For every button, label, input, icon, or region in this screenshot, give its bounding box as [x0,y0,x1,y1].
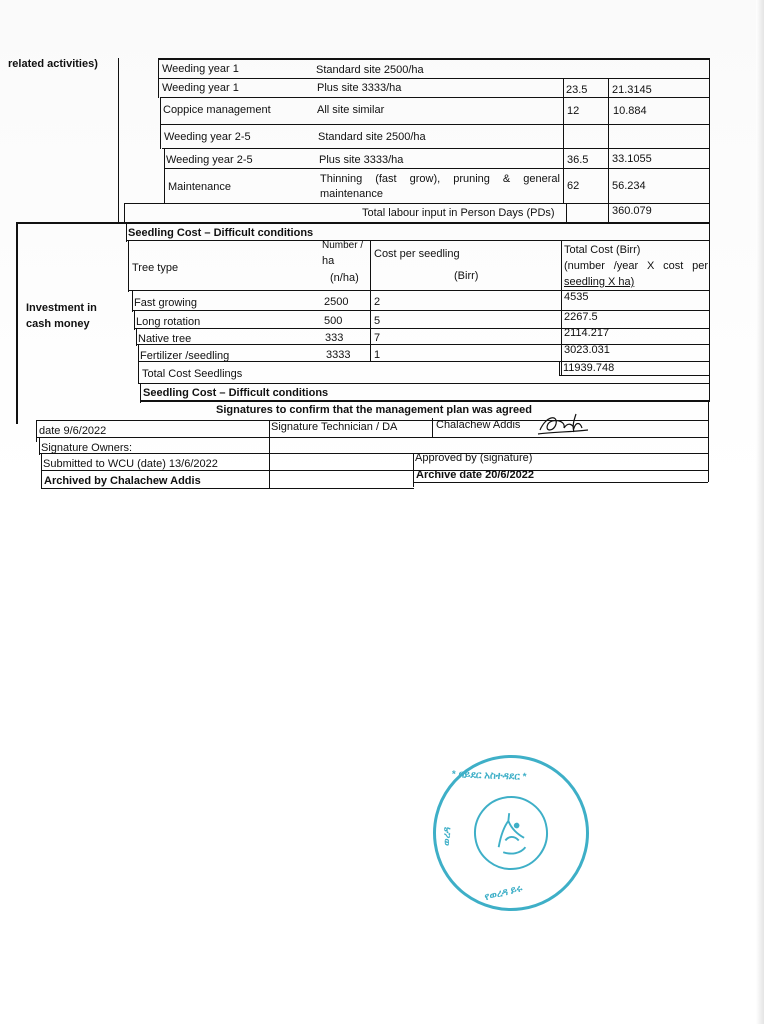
signature-owners-label: Signature Owners: [41,442,133,454]
divider [16,224,18,424]
signatures-title: Signatures to confirm that the management plan was agreed [216,404,533,416]
seedling-number: 500 [324,315,343,327]
divider [39,453,708,454]
labour-value: 33.1055 [612,153,652,165]
header-number: ha [322,255,335,267]
section-label-related-activities: related activities) [8,58,98,70]
divider [566,203,567,223]
divider [132,310,710,311]
divider [158,78,710,79]
labour-activity: Coppice management [163,104,271,116]
divider [41,453,42,489]
divider [708,402,709,482]
header-total: (number /year X cost per [564,260,708,272]
header-total: Total Cost (Birr) [564,244,641,256]
divider [134,310,135,330]
labour-activity: Weeding year 1 [162,82,239,94]
labour-total-label: Total labour input in Person Days (PDs) [362,207,555,219]
divider [608,78,609,223]
stamp-text-top: * በይደር አስተዳደር * [451,769,527,783]
seedling-total: 2114.217 [564,327,610,339]
signature-technician-name: Chalachew Addis [436,419,521,431]
seedling-number: 2500 [324,296,349,308]
signature-technician-label: Signature Technician / DA [271,421,398,433]
header-number: (n/ha) [330,272,359,284]
divider [124,203,710,204]
labour-site: Plus site 3333/ha [317,82,402,94]
divider [164,148,165,204]
labour-activity: Weeding year 1 [162,63,239,75]
seedling-cost: 2 [374,296,381,308]
header-tree-type: Tree type [132,262,179,274]
header-cost: Cost per seedling [374,248,460,260]
labour-activity: Weeding year 2-5 [166,154,253,166]
official-stamp-icon [423,745,599,921]
divider [140,400,710,402]
labour-pd: 23.5 [566,84,588,96]
divider [138,344,139,384]
divider [126,240,710,241]
divider [559,361,560,376]
seedling-number: 333 [325,332,344,344]
divider [563,78,564,204]
seedling-section-title: Seedling Cost – Difficult conditions [128,227,314,239]
divider [158,58,710,60]
header-number: Number / [322,240,364,251]
header-cost: (Birr) [454,270,479,282]
divider [16,222,710,224]
divider [134,328,710,329]
submitted-date: Submitted to WCU (date) 13/6/2022 [43,458,218,470]
divider [162,148,710,149]
divider [559,375,710,376]
labour-site: Plus site 3333/ha [319,154,404,166]
stamp-emblem-icon [469,791,553,875]
labour-site: All site similar [317,104,385,116]
labour-pd: 62 [567,180,580,192]
archived-by: Archived by Chalachew Addis [44,475,201,487]
labour-activity: Maintenance [168,181,231,193]
divider [432,418,433,438]
labour-value: 56.234 [612,180,646,192]
divider [41,470,708,471]
divider [128,290,710,291]
divider [118,58,119,224]
divider [709,58,710,224]
investment-label: Investment in [26,302,97,314]
divider [36,437,708,438]
seedling-section-footer: Seedling Cost – Difficult conditions [143,387,329,399]
divider [160,124,710,125]
stamp-text-bottom: የወረዳ ይሩ [483,883,524,904]
labour-pd: 36.5 [567,154,589,166]
labour-site: Standard site 2500/ha [318,131,426,143]
labour-activity: Weeding year 2-5 [164,131,251,143]
labour-site: maintenance [320,188,383,200]
seedling-cost: 1 [374,349,381,361]
page-edge-shadow [756,0,764,1024]
labour-value: 10.884 [613,105,647,117]
seedling-total: 3023.031 [564,344,610,356]
seedling-number: 3333 [326,349,351,361]
divider [413,482,708,483]
stamp-text-left: ወረዳ [441,826,454,847]
seedling-type: Native tree [138,333,192,345]
divider [36,420,37,442]
divider [269,420,270,488]
seedling-cost: 5 [374,315,381,327]
divider [124,203,125,223]
handwritten-signature-icon [536,410,590,438]
seedling-total: 2267.5 [564,311,598,323]
divider [126,222,127,242]
divider [132,290,133,312]
seedling-total-label: Total Cost Seedlings [142,368,243,380]
seedling-type: Fertilizer /seedling [140,350,230,362]
labour-pd: 12 [567,105,580,117]
signature-date: date 9/6/2022 [39,425,107,437]
seedling-type: Fast growing [134,297,197,309]
divider [158,58,159,98]
labour-site: Thinning (fast grow), pruning & general [320,173,560,185]
divider [128,240,129,292]
divider [138,383,710,384]
labour-value: 21.3145 [612,84,652,96]
seedling-total: 4535 [564,291,589,303]
divider [561,240,562,376]
seedling-cost: 7 [374,332,381,344]
approved-by: Approved by (signature) [415,452,533,464]
divider [164,168,710,169]
divider [41,488,414,489]
divider [136,344,710,345]
investment-label: cash money [26,318,90,330]
header-total: seedling X ha) [564,276,635,288]
seedling-total-value: 11939.748 [563,362,615,374]
labour-site: Standard site 2500/ha [316,64,424,76]
divider [160,97,710,98]
labour-total-value: 360.079 [612,205,652,217]
seedling-type: Long rotation [136,316,201,328]
archive-date: Archive date 20/6/2022 [416,469,535,481]
divider [160,97,161,149]
